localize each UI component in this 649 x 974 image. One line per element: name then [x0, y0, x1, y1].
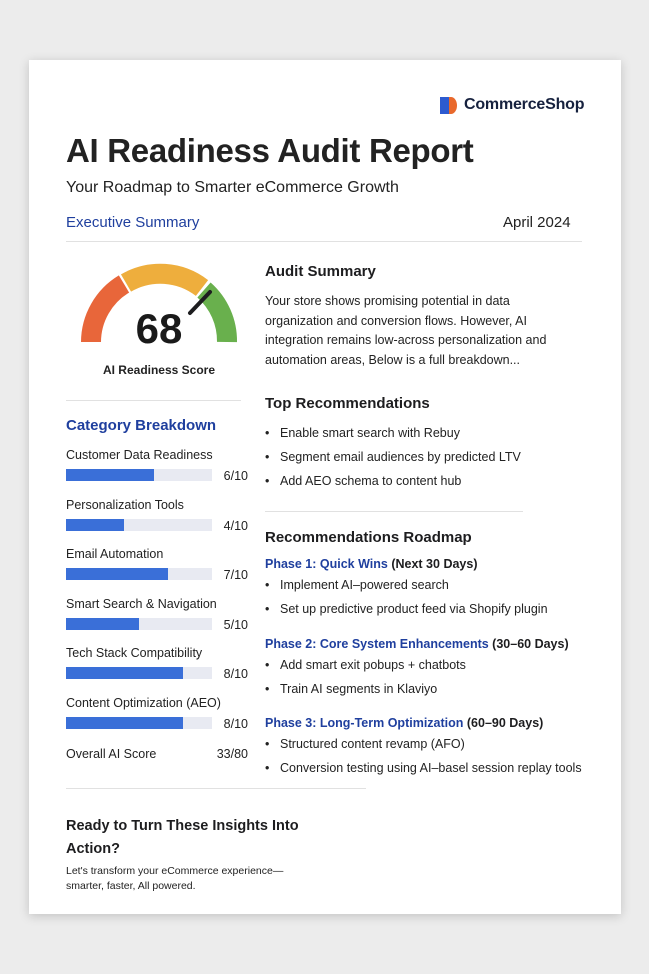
recommendation-text: Enable smart search with Rebuy [280, 426, 460, 440]
category-bar-track [66, 667, 212, 679]
category-list [66, 448, 252, 746]
category-score: 8/10 [223, 716, 248, 731]
top-recommendations-title: Top Recommendations [265, 395, 430, 412]
brand-header [440, 96, 584, 114]
category-bar-track [66, 469, 212, 481]
category-name: Personalization Tools [66, 497, 184, 512]
category-bar-track [66, 519, 212, 531]
phase-item-text: Set up predictive product feed via Shopify plugin [280, 602, 548, 616]
category-item [66, 547, 252, 597]
category-score: 4/10 [223, 518, 248, 533]
category-bar-fill [66, 667, 183, 679]
list-item: • Set up predictive product feed via Shopify plugin [265, 602, 548, 616]
category-item [66, 448, 252, 498]
list-item: • Segment email audiences by predicted LTV [265, 450, 521, 464]
list-item: • Add AEO schema to content hub [265, 474, 462, 488]
list-item: • Conversion testing using AI–basel session replay tools [265, 761, 582, 775]
phase-item-text: Implement AI–powered search [280, 578, 449, 592]
phase-items [265, 578, 548, 626]
audit-summary-text: Your store shows promising potential in data organization and conversion flows. However, AI integration remains low-across personalization and automation areas, Below is a full breakdown... [265, 294, 547, 367]
phase-item-text: Train AI segments in Klaviyo [280, 682, 438, 696]
category-breakdown-title: Category Breakdown [66, 417, 217, 434]
category-bar-fill [66, 717, 183, 729]
category-bar-track [66, 568, 212, 580]
category-bar-fill [66, 618, 139, 630]
category-item [66, 646, 252, 696]
category-item [66, 498, 252, 548]
phase-heading [265, 557, 548, 578]
brand-name: CommerceShop [464, 96, 585, 113]
phase-items [265, 737, 582, 785]
cta-text: Let's transform your eCommerce experience— smarter, faster, All powered. [66, 865, 284, 892]
top-recommendations-list [265, 426, 521, 498]
audit-summary-title: Audit Summary [265, 263, 376, 280]
phase-heading [265, 637, 569, 658]
category-bar-fill [66, 469, 154, 481]
readiness-score: 68 [135, 305, 183, 352]
category-name: Tech Stack Compatibility [66, 646, 203, 661]
section-label: Executive Summary [66, 214, 200, 231]
category-bar-track [66, 717, 212, 729]
phase-items [265, 658, 569, 706]
phase-range: (30–60 Days) [488, 637, 569, 651]
list-item: • Add smart exit pobups + chatbots [265, 658, 466, 672]
report-date: April 2024 [503, 214, 571, 231]
category-item [66, 696, 252, 746]
divider [265, 511, 523, 512]
divider [66, 400, 241, 401]
phase-item-text: Conversion testing using AI–basel session replay tools [280, 761, 582, 775]
category-name: Content Optimization (AEO) [66, 695, 221, 710]
report-title: AI Readiness Audit Report [66, 132, 474, 169]
overall-ai-score [66, 747, 248, 761]
overall-score-value: 33/80 [216, 747, 248, 761]
category-score: 5/10 [223, 617, 248, 632]
category-name: Smart Search & Navigation [66, 596, 217, 611]
phase-item-text: Structured content revamp (AFO) [280, 737, 465, 751]
category-bar-fill [66, 568, 168, 580]
gauge-segment-yellow [126, 274, 202, 288]
report-page [29, 60, 621, 914]
cta-title: Ready to Turn These Insights Into Action? [66, 818, 299, 857]
roadmap-phase-2 [265, 637, 569, 706]
brand-logo-icon [440, 97, 457, 114]
phase-name: Phase 1: Quick Wins [265, 557, 388, 571]
divider [66, 788, 366, 789]
recommendation-text: Segment email audiences by predicted LTV [280, 450, 521, 464]
roadmap-title: Recommendations Roadmap [265, 529, 472, 546]
phase-name: Phase 3: Long-Term Optimization [265, 716, 464, 730]
phase-range: (60–90 Days) [463, 716, 544, 730]
category-bar-fill [66, 519, 124, 531]
phase-range: (Next 30 Days) [387, 557, 478, 571]
category-name: Email Automation [66, 547, 164, 562]
category-score: 7/10 [223, 568, 248, 583]
readiness-score-label: AI Readiness Score [102, 363, 216, 377]
divider [66, 241, 582, 242]
category-score: 8/10 [223, 667, 248, 682]
roadmap-phase-1 [265, 557, 548, 626]
phase-name: Phase 2: Core System Enhancements [265, 637, 489, 651]
overall-score-label: Overall AI Score [66, 747, 157, 761]
list-item: • Implement AI–powered search [265, 578, 449, 592]
category-score: 6/10 [223, 469, 248, 483]
list-item: • Train AI segments in Klaviyo [265, 682, 438, 696]
category-name: Customer Data Readiness [66, 448, 213, 462]
report-subtitle: Your Roadmap to Smarter eCommerce Growth [66, 179, 399, 196]
list-item: • Enable smart search with Rebuy [265, 426, 460, 440]
roadmap-phase-3 [265, 716, 582, 785]
phase-heading [265, 716, 582, 737]
category-bar-track [66, 618, 212, 630]
list-item: • Structured content revamp (AFO) [265, 737, 465, 751]
recommendation-text: Add AEO schema to content hub [280, 474, 462, 488]
category-item [66, 597, 252, 647]
phase-item-text: Add smart exit pobups + chatbots [280, 658, 466, 672]
